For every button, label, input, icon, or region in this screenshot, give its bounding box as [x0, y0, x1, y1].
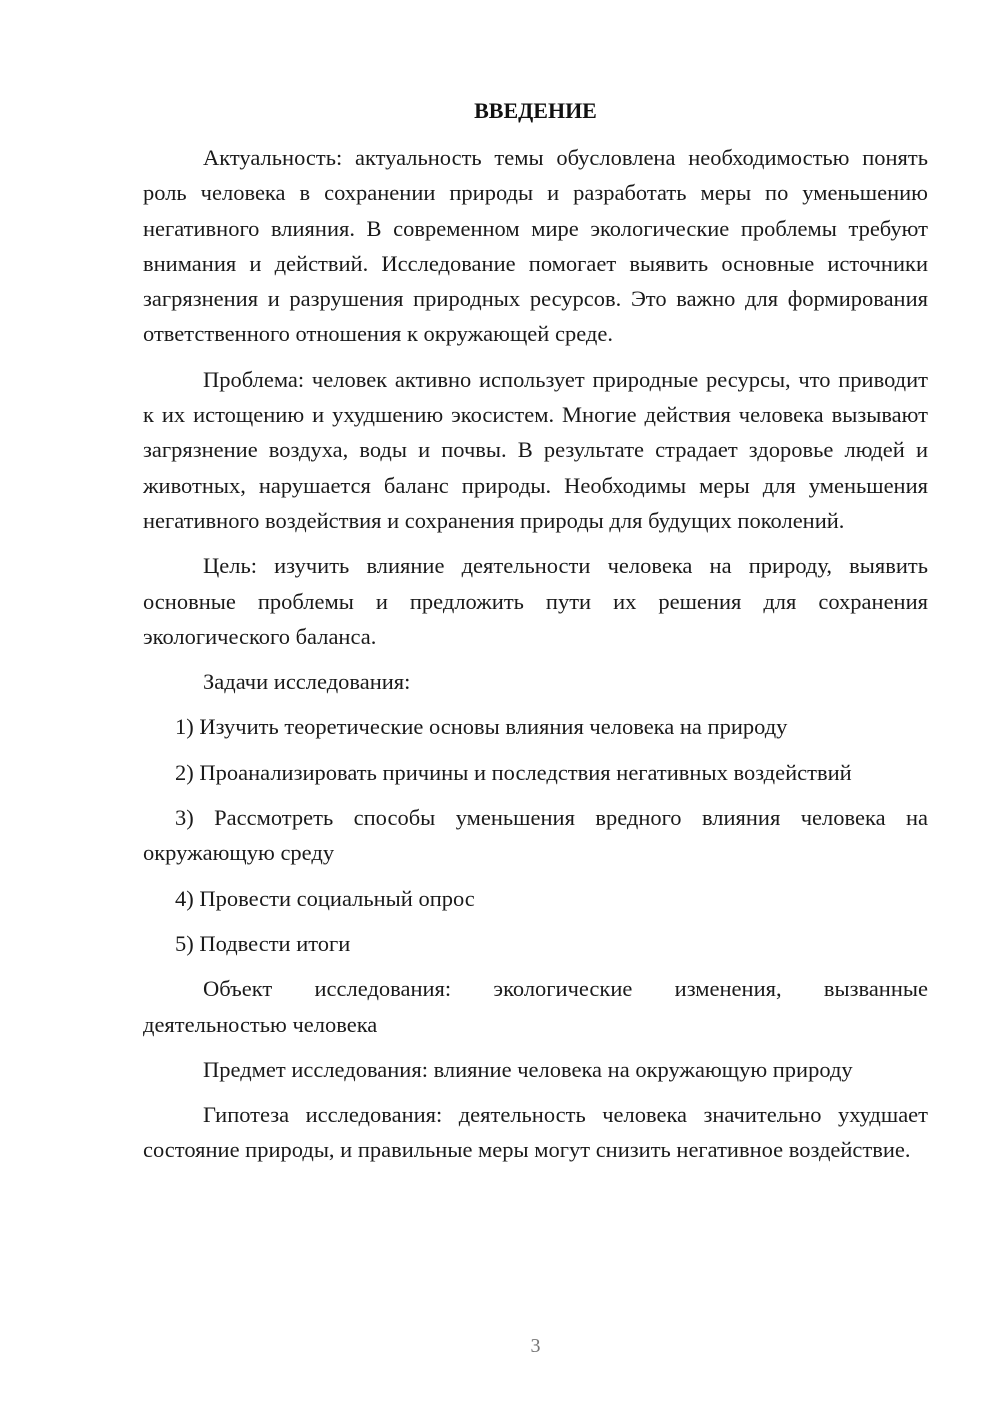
- hypothesis-paragraph: Гипотеза исследования: деятельность человека значительно ухудшает состояние природы, и правильные меры могут снизить негативное воздействие.: [143, 1102, 928, 1163]
- problem-paragraph: Проблема: человек активно использует природные ресурсы, что приводит к их истощению и ухудшению экосистем. Многие действия человека вызывают загрязнение воздуха, воды и почвы. В результате страдает здоровье людей и животных, нарушается баланс природы. Необходимы меры для уменьшения негативного воздействия и сохранения природы для будущих поколений.: [143, 366, 928, 533]
- goal-paragraph: Цель: изучить влияние деятельности человека на природу, выявить основные проблемы и предложить пути их решения для сохранения экологического баланса.: [143, 553, 928, 649]
- task-item-3: 3) Рассмотреть способы уменьшения вредного влияния человека на окружающую среду: [143, 805, 928, 866]
- document-body: [143, 140, 928, 1178]
- object-paragraph: Объект исследования: экологические изменения, вызванные деятельностью человека: [143, 976, 928, 1037]
- subject-paragraph: Предмет исследования: влияние человека на окружающую природу: [203, 1056, 853, 1082]
- task-item-2: 2) Проанализировать причины и последствия негативных воздействий: [175, 759, 852, 785]
- tasks-heading: Задачи исследования:: [203, 669, 411, 695]
- document-page: [143, 0, 928, 1414]
- task-item-5: 5) Подвести итоги: [175, 930, 351, 956]
- document-title: ВВЕДЕНИЕ: [474, 98, 597, 123]
- task-item-1: 1) Изучить теоретические основы влияния человека на природу: [175, 714, 788, 740]
- relevance-paragraph: Актуальность: актуальность темы обусловлена необходимостью понять роль человека в сохранении природы и разработать меры по уменьшению негативного влияния. В современном мире экологические проблемы требуют внимания и действий. Исследование помогает выявить основные источники загрязнения и разрушения природных ресурсов. Это важно для формирования ответственного отношения к окружающей среде.: [143, 145, 928, 347]
- task-item-4: 4) Провести социальный опрос: [175, 885, 475, 911]
- page-number: 3: [530, 1335, 541, 1357]
